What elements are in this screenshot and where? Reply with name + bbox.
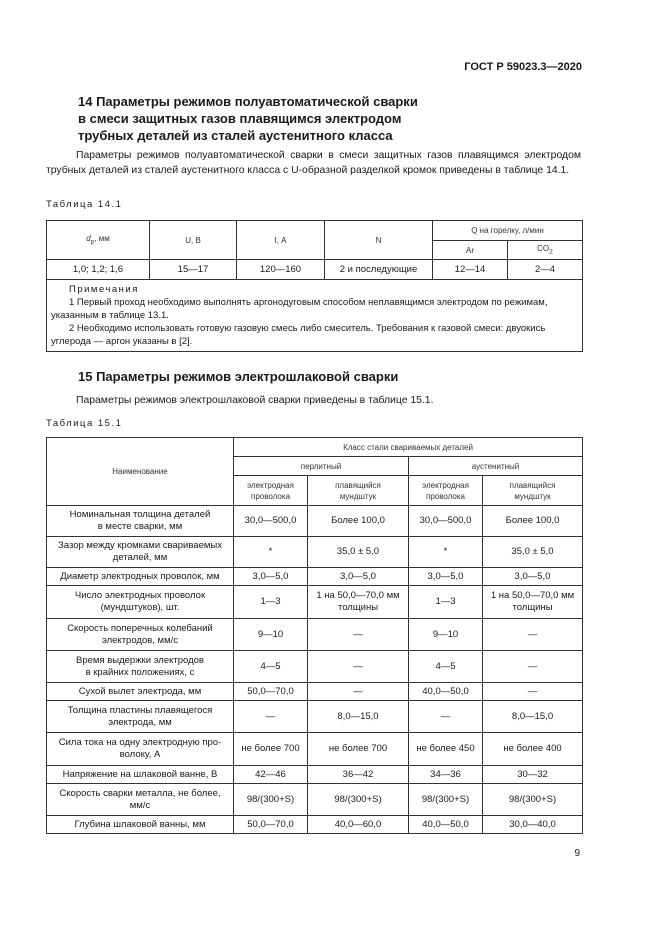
- table-cell: 35,0 ± 5,0: [483, 537, 583, 568]
- table-row: [47, 260, 583, 280]
- table-cell: *: [409, 537, 483, 568]
- table-cell: —: [483, 651, 583, 683]
- table-cell: —: [308, 683, 409, 701]
- header-electrode-wire: электродная проволока: [234, 476, 308, 506]
- table-row: [47, 701, 583, 733]
- header-consumable-nozzle: плавящийся мундштук: [308, 476, 409, 506]
- table-cell: Более 100,0: [308, 506, 409, 537]
- table-cell: 9—10: [409, 619, 483, 651]
- table-cell: 98/(300+S): [234, 784, 308, 816]
- table-cell: 2 и последующие: [325, 260, 433, 280]
- table-cell: 30,0—500,0: [409, 506, 483, 537]
- section-15-title: 15 Параметры режимов электрошлаковой сварки: [78, 369, 399, 384]
- table-cell: 40,0—60,0: [308, 816, 409, 834]
- row-name-line: электрода, мм: [108, 716, 172, 728]
- table-cell: —: [483, 619, 583, 651]
- row-name-line: Диаметр электродных проволок, мм: [60, 570, 220, 582]
- table-cell: не более 700: [234, 733, 308, 766]
- row-name: [47, 506, 234, 537]
- table-cell: 40,0—50,0: [409, 683, 483, 701]
- table-cell: 1 на 50,0—70,0 мм толщины: [308, 586, 409, 619]
- table-cell: 15—17: [150, 260, 237, 280]
- table-cell: 9—10: [234, 619, 308, 651]
- table-cell: —: [308, 619, 409, 651]
- table-row: [47, 733, 583, 766]
- row-name-line: Скорость сварки металла, не более,: [59, 787, 221, 799]
- header-pass-number: N: [325, 221, 433, 260]
- table-cell: 120—160: [237, 260, 325, 280]
- table-row: [47, 568, 583, 586]
- table-cell: Более 100,0: [483, 506, 583, 537]
- table-row: [47, 537, 583, 568]
- table-cell: 1—3: [234, 586, 308, 619]
- row-name-line: Номинальная толщина деталей: [69, 509, 211, 520]
- table-cell: 98/(300+S): [308, 784, 409, 816]
- row-name-line: волоку, А: [119, 749, 161, 760]
- table-cell: 30,0—40,0: [483, 816, 583, 834]
- page-number: 9: [574, 848, 580, 859]
- table-cell: 1—3: [409, 586, 483, 619]
- row-name-line: Глубина шлаковой ванны, мм: [74, 818, 206, 830]
- table-cell: 4—5: [409, 651, 483, 683]
- table-cell: *: [234, 537, 308, 568]
- table-cell: 3,0—5,0: [409, 568, 483, 586]
- row-name-line: в крайних положениях, с: [85, 666, 195, 678]
- table-cell: 3,0—5,0: [308, 568, 409, 586]
- row-name-line: Число электродных проволок: [74, 590, 206, 601]
- section-14-title-line: 14 Параметры режимов полуавтоматической сварки: [78, 94, 418, 109]
- row-name: [47, 537, 234, 568]
- table-row: [47, 766, 583, 784]
- section-14-title-line: трубных деталей из сталей аустенитного класса: [78, 128, 393, 143]
- table-cell: 98/(300+S): [483, 784, 583, 816]
- row-name-line: Зазор между кромками свариваемых: [58, 540, 222, 551]
- table-cell: —: [234, 701, 308, 733]
- header-electrode-wire: электродная проволока: [409, 476, 483, 506]
- row-name: [47, 766, 234, 784]
- table-row: [47, 506, 583, 537]
- row-name-line: Толщина пластины плавящегося: [67, 704, 213, 716]
- row-name: [47, 816, 234, 834]
- table-cell: 36—42: [308, 766, 409, 784]
- table-cell: —: [308, 651, 409, 683]
- table-cell: не более 400: [483, 733, 583, 766]
- row-name-line: Скорость поперечных колебаний: [67, 622, 213, 634]
- header-austenitic: аустенитный: [409, 457, 583, 476]
- table-cell: 1,0; 1,2; 1,6: [47, 260, 150, 280]
- table-notes: [47, 280, 583, 352]
- row-name-line: в месте сварки, мм: [97, 521, 183, 532]
- row-name: [47, 586, 234, 619]
- table-row: [47, 586, 583, 619]
- note-1: 1 Первый проход необходимо выполнять аргонодуговым способом неплавящимся электродом по режимам, указанным в таблице 13.1.: [51, 297, 548, 321]
- table-cell: 34—36: [409, 766, 483, 784]
- section-14-title: [78, 93, 578, 144]
- row-name: [47, 568, 234, 586]
- row-name: [47, 651, 234, 683]
- row-name: [47, 619, 234, 651]
- table-row: [47, 651, 583, 683]
- header-name: Наименование: [47, 438, 234, 506]
- header-co2: $CO_2$: [508, 241, 583, 260]
- header-gas-flow: Q на горелку, л/мин: [433, 221, 583, 241]
- table-cell: 30,0—500,0: [234, 506, 308, 537]
- section-14-title-line: в смеси защитных газов плавящимся электродом: [78, 111, 402, 126]
- row-name: [47, 733, 234, 766]
- table-15-caption: Таблица 15.1: [46, 418, 123, 429]
- row-name-line: электродов, мм/с: [101, 634, 179, 646]
- note-2: 2 Необходимо использовать готовую газовую смесь либо смеситель. Требования к газовой смеси: двуокись углерода — аргон указаны в [2].: [51, 323, 546, 347]
- table-cell: 8,0—15,0: [483, 701, 583, 733]
- table-row: [47, 784, 583, 816]
- notes-title: Примечания: [69, 284, 139, 295]
- table-cell: 50,0—70,0: [234, 816, 308, 834]
- section-15-paragraph: Параметры режимов электрошлаковой сварки приведены в таблице 15.1.: [76, 395, 434, 406]
- row-name: [47, 683, 234, 701]
- header-pearlitic: перлитный: [234, 457, 409, 476]
- table-row: [47, 683, 583, 701]
- table-cell: 35,0 ± 5,0: [308, 537, 409, 568]
- table-cell: 12—14: [433, 260, 508, 280]
- row-name-line: Напряжение на шлаковой ванне, В: [62, 768, 218, 780]
- table-cell: 4—5: [234, 651, 308, 683]
- header-steel-class: Класс стали свариваемых деталей: [234, 438, 583, 457]
- table-row: [47, 619, 583, 651]
- row-name-line: Сила тока на одну электродную про-: [58, 737, 222, 748]
- table-cell: 40,0—50,0: [409, 816, 483, 834]
- table-cell: —: [483, 683, 583, 701]
- table-cell: 2—4: [508, 260, 583, 280]
- table-row: [47, 816, 583, 834]
- table-cell: 1 на 50,0—70,0 мм толщины: [483, 586, 583, 619]
- row-name: [47, 701, 234, 733]
- header-consumable-nozzle: плавящийся мундштук: [483, 476, 583, 506]
- header-argon: Ar: [433, 241, 508, 260]
- row-name-line: деталей, мм: [112, 552, 168, 563]
- table-cell: 3,0—5,0: [483, 568, 583, 586]
- table-14-caption: Таблица 14.1: [46, 199, 123, 210]
- row-name-line: Сухой вылет электрода, мм: [78, 685, 202, 697]
- table-15-1: [46, 437, 583, 834]
- header-diameter: $d_р$, мм: [47, 221, 150, 260]
- table-cell: 3,0—5,0: [234, 568, 308, 586]
- table-cell: 50,0—70,0: [234, 683, 308, 701]
- table-cell: не более 450: [409, 733, 483, 766]
- table-cell: не более 700: [308, 733, 409, 766]
- table-cell: —: [409, 701, 483, 733]
- table-cell: 8,0—15,0: [308, 701, 409, 733]
- section-14-paragraph: Параметры режимов полуавтоматической сварки в смеси защитных газов плавящимся электродом трубных деталей из сталей аустенитного класса с U-образной разделкой кромок приведены в таблице 14.1.: [46, 150, 581, 176]
- row-name-line: (мундштуков), шт.: [100, 602, 180, 613]
- row-name: [47, 784, 234, 816]
- row-name-line: мм/с: [129, 799, 151, 811]
- header-voltage: U, В: [150, 221, 237, 260]
- table-cell: 42—46: [234, 766, 308, 784]
- table-cell: 98/(300+S): [409, 784, 483, 816]
- table-14-1: [46, 220, 583, 352]
- table-cell: 30—32: [483, 766, 583, 784]
- document-code: ГОСТ Р 59023.3—2020: [464, 61, 582, 73]
- row-name-line: Время выдержки электродов: [76, 654, 204, 666]
- header-current: I, А: [237, 221, 325, 260]
